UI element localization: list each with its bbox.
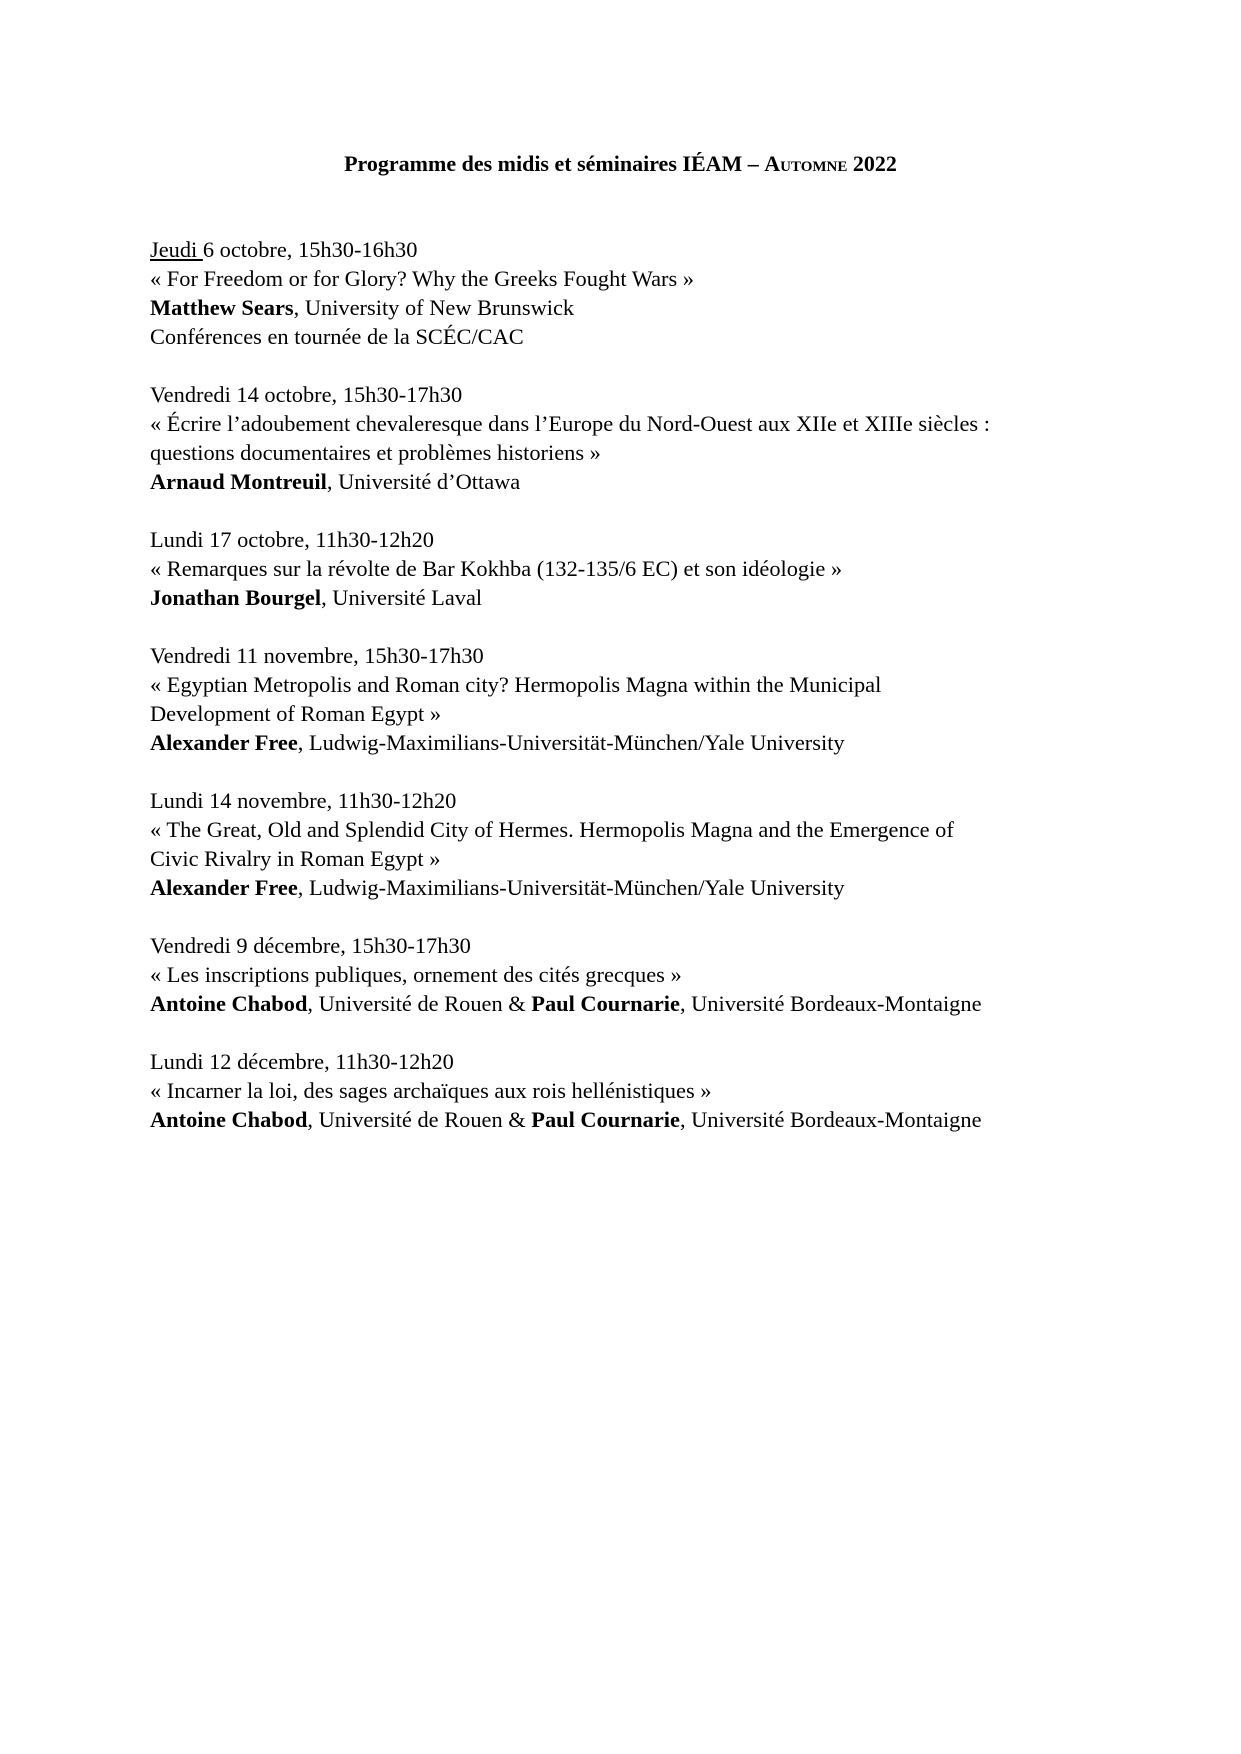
speaker-affiliation: , Université Bordeaux-Montaigne [679, 1107, 982, 1132]
speaker-name: Antoine Chabod [150, 991, 308, 1016]
event-day: Lundi [150, 527, 204, 552]
event-datetime: 9 décembre, 15h30-17h30 [230, 933, 471, 958]
event-entry [150, 380, 1110, 496]
speaker-affiliation: , Ludwig-Maximilians-Universität-München/Yale University [297, 875, 845, 900]
event-entry [150, 1047, 1110, 1134]
event-datetime: 12 décembre, 11h30-12h20 [203, 1049, 454, 1074]
event-datetime: 17 octobre, 11h30-12h20 [203, 527, 434, 552]
event-entry [150, 786, 1110, 902]
event-day: Jeudi [150, 237, 203, 262]
event-speakers [150, 583, 1110, 612]
event-datetime: 11 novembre, 15h30-17h30 [230, 643, 484, 668]
event-talk-title: « The Great, Old and Splendid City of Hermes. Hermopolis Magna and the Emergence of [150, 817, 954, 842]
event-talk-title: « For Freedom or for Glory? Why the Greeks Fought Wars » [150, 266, 694, 291]
event-speakers [150, 293, 1110, 322]
speaker-affiliation: , Université de Rouen & [307, 991, 532, 1016]
event-speakers [150, 728, 1110, 757]
event-entry [150, 641, 1110, 757]
event-talk-title: Civic Rivalry in Roman Egypt » [150, 846, 441, 871]
event-date [150, 931, 1110, 960]
event-datetime: 14 novembre, 11h30-12h20 [203, 788, 457, 813]
speaker-affiliation: , Université Laval [321, 585, 483, 610]
speaker-name: Arnaud Montreuil [150, 469, 327, 494]
page-title [0, 148, 1241, 180]
event-speakers [150, 467, 1110, 496]
speaker-name: Matthew Sears [150, 295, 294, 320]
speaker-affiliation: , Ludwig-Maximilians-Universität-München/Yale University [297, 730, 845, 755]
title-year: 2022 [847, 151, 897, 176]
speaker-affiliation: , Université de Rouen & [307, 1107, 532, 1132]
event-entry [150, 235, 1110, 351]
event-talk-title: questions documentaires et problèmes historiens » [150, 440, 601, 465]
event-talk-title: « Egyptian Metropolis and Roman city? Hermopolis Magna within the Municipal [150, 672, 882, 697]
event-talk-title: « Les inscriptions publiques, ornement des cités grecques » [150, 962, 682, 987]
event-day: Lundi [150, 1049, 204, 1074]
speaker-affiliation: , Université d’Ottawa [326, 469, 521, 494]
event-date [150, 380, 1110, 409]
title-season: Automne [764, 151, 848, 176]
event-date [150, 525, 1110, 554]
event-talk-title: Development of Roman Egypt » [150, 701, 442, 726]
event-day: Vendredi [150, 933, 231, 958]
speaker-name: Paul Cournarie [531, 991, 680, 1016]
event-talk-title: « Remarques sur la révolte de Bar Kokhba (132-135/6 EC) et son idéologie » [150, 556, 843, 581]
event-entry [150, 931, 1110, 1018]
speaker-affiliation: , Université Bordeaux-Montaigne [679, 991, 982, 1016]
speaker-name: Jonathan Bourgel [150, 585, 322, 610]
speaker-name: Antoine Chabod [150, 1107, 308, 1132]
event-day: Vendredi [150, 382, 231, 407]
event-speakers [150, 873, 1110, 902]
event-speakers [150, 989, 1110, 1018]
event-talk-title: « Écrire l’adoubement chevaleresque dans l’Europe du Nord-Ouest aux XIIe et XIIIe siècles : [150, 411, 990, 436]
speaker-name: Paul Cournarie [531, 1107, 680, 1132]
event-date [150, 641, 1110, 670]
event-entry [150, 525, 1110, 612]
speaker-name: Alexander Free [150, 875, 298, 900]
event-date [150, 786, 1110, 815]
event-datetime: 6 octobre, 15h30-16h30 [202, 237, 418, 262]
event-talk-title: « Incarner la loi, des sages archaïques aux rois hellénistiques » [150, 1078, 712, 1103]
event-datetime: 14 octobre, 15h30-17h30 [230, 382, 463, 407]
event-date [150, 1047, 1110, 1076]
event-day: Vendredi [150, 643, 231, 668]
speaker-affiliation: , University of New Brunswick [293, 295, 575, 320]
event-note: Conférences en tournée de la SCÉC/CAC [150, 324, 524, 349]
event-day: Lundi [150, 788, 204, 813]
title-main: Programme des midis et séminaires IÉAM – [344, 151, 765, 176]
speaker-name: Alexander Free [150, 730, 298, 755]
event-date [150, 235, 1110, 264]
event-speakers [150, 1105, 1110, 1134]
events-list [150, 235, 1110, 1163]
